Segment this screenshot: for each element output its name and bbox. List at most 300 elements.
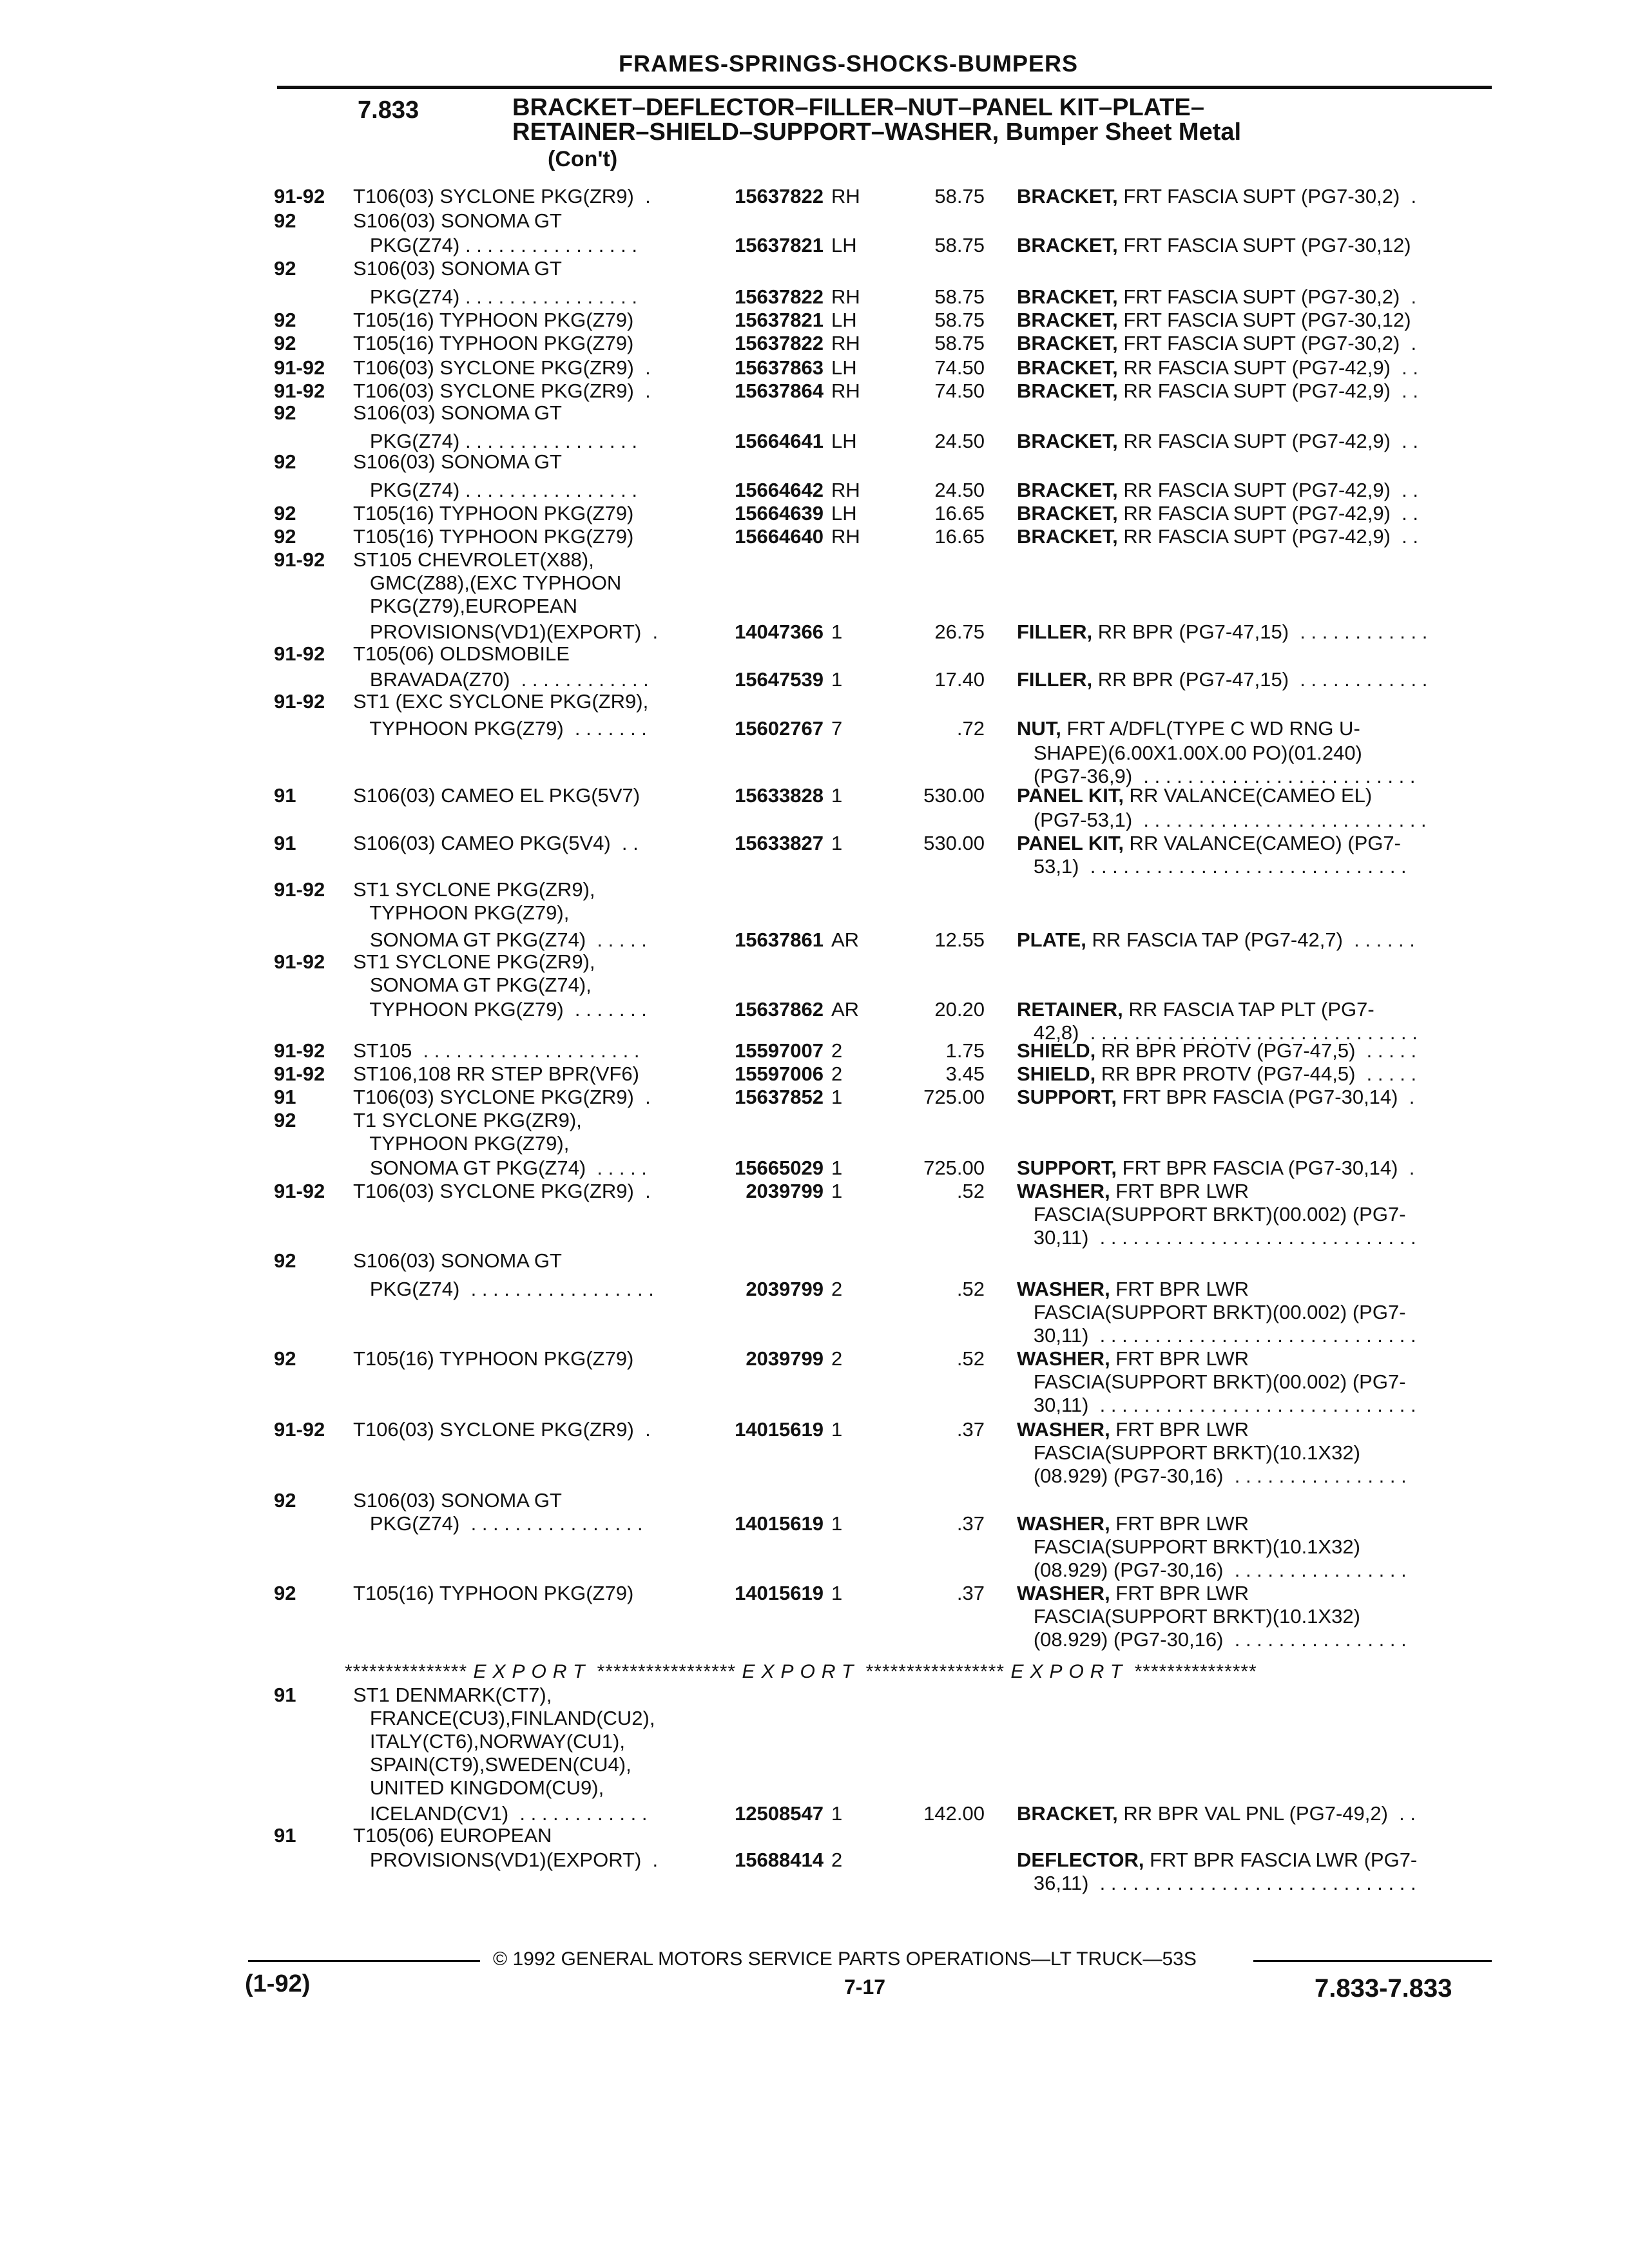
model-description: S106(03) SONOMA GT	[353, 401, 562, 424]
part-description	[1017, 1581, 1494, 1605]
part-detail: FRT FASCIA SUPT (PG7-30,2) .	[1117, 185, 1417, 207]
part-name: WASHER,	[1017, 1512, 1110, 1535]
model-description: T106(03) SYCLONE PKG(ZR9) .	[353, 356, 651, 379]
part-number: 15597007	[735, 1039, 824, 1062]
part-number: 15637852	[735, 1086, 824, 1108]
part-detail: FRT FASCIA SUPT (PG7-30,12)	[1117, 309, 1411, 331]
model-description: PKG(Z74) . . . . . . . . . . . . . . . .	[353, 1512, 643, 1535]
part-name: BRACKET,	[1017, 430, 1118, 452]
model-description: T106(03) SYCLONE PKG(ZR9) .	[353, 1086, 651, 1108]
price: .72	[956, 717, 985, 740]
part-description	[1017, 1062, 1494, 1086]
model-description: TYPHOON PKG(Z79) . . . . . . .	[353, 998, 647, 1021]
model-year: 91-92	[274, 356, 325, 379]
quantity: 1	[831, 784, 843, 807]
price: 3.45	[945, 1062, 985, 1085]
part-detail: FRT A/DFL(TYPE C WD RNG U-	[1061, 717, 1360, 740]
model-description: SONOMA GT PKG(Z74) . . . . .	[353, 1157, 647, 1179]
part-description	[1017, 233, 1494, 257]
part-detail: RR FASCIA SUPT (PG7-42,9) . .	[1117, 479, 1419, 501]
quantity: 1	[831, 1418, 843, 1441]
model-year: 92	[274, 450, 296, 473]
part-name: BRACKET,	[1017, 1802, 1118, 1825]
part-number: 15664640	[735, 525, 824, 548]
model-year: 92	[274, 1249, 296, 1272]
model-year: 91	[274, 1684, 296, 1706]
part-number: 15633827	[735, 832, 824, 854]
export-stars: *****************	[597, 1661, 737, 1682]
part-description	[1017, 854, 1494, 878]
part-number: 15637863	[735, 356, 824, 379]
model-year: 91-92	[274, 1418, 325, 1441]
part-description	[1017, 1202, 1494, 1226]
model-year: 92	[274, 209, 296, 232]
price: 58.75	[934, 332, 985, 354]
part-description	[1017, 478, 1494, 502]
part-detail: FASCIA(SUPPORT BRKT)(00.002) (PG7-	[1017, 1203, 1406, 1225]
price: .52	[956, 1278, 985, 1300]
part-number: 15597006	[735, 1062, 824, 1085]
part-name: SHIELD,	[1017, 1039, 1096, 1062]
part-number: 15647539	[735, 668, 824, 691]
part-name: BRACKET,	[1017, 356, 1118, 379]
part-description	[1017, 1558, 1494, 1582]
part-number: 14015619	[735, 1582, 824, 1604]
part-name: DEFLECTOR,	[1017, 1849, 1144, 1871]
part-description	[1017, 308, 1494, 332]
part-detail: RR FASCIA TAP PLT (PG7-	[1123, 998, 1374, 1021]
part-description	[1017, 1300, 1494, 1324]
part-description	[1017, 1871, 1494, 1895]
part-name: WASHER,	[1017, 1582, 1110, 1604]
price: 530.00	[923, 784, 985, 807]
quantity: LH	[831, 502, 857, 524]
part-description	[1017, 524, 1494, 548]
model-year: 92	[274, 1109, 296, 1131]
part-name: SHIELD,	[1017, 1062, 1096, 1085]
price: 58.75	[934, 234, 985, 256]
part-description	[1017, 501, 1494, 525]
model-description: PKG(Z74) . . . . . . . . . . . . . . . .	[353, 479, 637, 501]
part-name: BRACKET,	[1017, 502, 1118, 524]
part-description	[1017, 1628, 1494, 1651]
part-description	[1017, 1535, 1494, 1559]
model-description: S106(03) SONOMA GT	[353, 257, 562, 280]
part-description	[1017, 716, 1494, 740]
model-description: PROVISIONS(VD1)(EXPORT) .	[353, 1849, 659, 1871]
price: 20.20	[934, 998, 985, 1021]
quantity: 7	[831, 717, 843, 740]
part-number: 15664642	[735, 479, 824, 501]
quantity: RH	[831, 185, 860, 207]
part-name: BRACKET,	[1017, 234, 1118, 256]
part-description	[1017, 1085, 1494, 1109]
part-number: 2039799	[746, 1347, 824, 1370]
part-number: 15633828	[735, 784, 824, 807]
part-description	[1017, 1802, 1494, 1825]
header-rule	[277, 86, 1492, 89]
part-detail: RR FASCIA SUPT (PG7-42,9) . .	[1117, 430, 1419, 452]
section-number: 7.833	[358, 97, 419, 124]
quantity: LH	[831, 309, 857, 331]
model-year: 92	[274, 1489, 296, 1512]
part-number: 2039799	[746, 1180, 824, 1202]
model-description: S106(03) CAMEO EL PKG(5V7)	[353, 784, 641, 807]
price: .37	[956, 1512, 985, 1535]
part-number: 15637822	[735, 285, 824, 308]
part-number: 15637822	[735, 332, 824, 354]
model-description: BRAVADA(Z70) . . . . . . . . . . . .	[353, 668, 649, 691]
model-description: T1 SYCLONE PKG(ZR9),	[353, 1109, 582, 1131]
price: .37	[956, 1418, 985, 1441]
part-detail: (PG7-36,9) . . . . . . . . . . . . . . . . . . . . . . . . .	[1017, 765, 1416, 787]
price: 16.65	[934, 525, 985, 548]
part-description	[1017, 668, 1494, 691]
model-year: 91-92	[274, 1062, 325, 1085]
part-detail: RR BPR PROTV (PG7-47,5) . . . . .	[1095, 1039, 1417, 1062]
model-year: 91-92	[274, 642, 325, 665]
quantity: RH	[831, 332, 860, 354]
model-description: PKG(Z74) . . . . . . . . . . . . . . . . .	[353, 1278, 654, 1300]
part-detail: FASCIA(SUPPORT BRKT)(00.002) (PG7-	[1017, 1370, 1406, 1393]
part-description	[1017, 1604, 1494, 1628]
part-number: 15665029	[735, 1157, 824, 1179]
model-year: 92	[274, 332, 296, 354]
model-description: T105(16) TYPHOON PKG(Z79)	[353, 1347, 634, 1370]
part-description	[1017, 1848, 1494, 1872]
part-detail: (08.929) (PG7-30,16) . . . . . . . . . . . . . . . .	[1017, 1465, 1407, 1487]
model-year: 92	[274, 1347, 296, 1370]
model-description: PKG(Z74) . . . . . . . . . . . . . . . .	[353, 430, 637, 452]
part-detail: RR BPR (PG7-47,15) . . . . . . . . . . . .	[1092, 620, 1428, 643]
continued-label: (Con't)	[548, 147, 618, 171]
part-description	[1017, 356, 1494, 380]
part-description	[1017, 184, 1494, 208]
model-description: ST1 DENMARK(CT7),	[353, 1684, 552, 1706]
part-detail: FRT BPR LWR	[1110, 1180, 1249, 1202]
section-title-line2-main: RETAINER–SHIELD–SUPPORT–WASHER,	[512, 119, 999, 146]
part-description	[1017, 1156, 1494, 1180]
price: .52	[956, 1180, 985, 1202]
part-detail: FRT BPR LWR	[1110, 1347, 1249, 1370]
price: 58.75	[934, 185, 985, 207]
part-detail: FRT BPR LWR	[1110, 1418, 1249, 1441]
model-description: TYPHOON PKG(Z79) . . . . . . .	[353, 717, 647, 740]
part-detail: RR BPR VAL PNL (PG7-49,2) . .	[1117, 1802, 1416, 1825]
quantity: LH	[831, 430, 857, 452]
quantity: RH	[831, 285, 860, 308]
part-detail: RR FASCIA SUPT (PG7-42,9) . .	[1117, 380, 1419, 402]
model-year: 92	[274, 1582, 296, 1604]
quantity: 2	[831, 1849, 843, 1871]
part-number: 15637864	[735, 380, 824, 402]
part-detail: SHAPE)(6.00X1.00X.00 PO)(01.240)	[1017, 742, 1362, 764]
model-description: FRANCE(CU3),FINLAND(CU2),	[353, 1707, 655, 1729]
part-name: BRACKET,	[1017, 380, 1118, 402]
model-description: T105(06) EUROPEAN	[353, 1824, 552, 1847]
part-description	[1017, 620, 1494, 644]
footer-rule-right	[1253, 1960, 1492, 1962]
part-name: FILLER,	[1017, 668, 1093, 691]
part-name: PANEL KIT,	[1017, 832, 1124, 854]
part-detail: RR FASCIA TAP (PG7-42,7) . . . . . .	[1086, 928, 1415, 951]
part-detail: 42,8) . . . . . . . . . . . . . . . . . . . . . . . . . . . . . .	[1017, 1021, 1418, 1044]
price: 24.50	[934, 479, 985, 501]
model-description: PROVISIONS(VD1)(EXPORT) .	[353, 620, 659, 643]
model-description: UNITED KINGDOM(CU9),	[353, 1776, 604, 1799]
part-name: BRACKET,	[1017, 185, 1118, 207]
quantity: 2	[831, 1062, 843, 1085]
model-description: T105(16) TYPHOON PKG(Z79)	[353, 502, 634, 524]
part-name: SUPPORT,	[1017, 1157, 1117, 1179]
model-description: S106(03) SONOMA GT	[353, 1249, 562, 1272]
price: 24.50	[934, 430, 985, 452]
model-description: T106(03) SYCLONE PKG(ZR9) .	[353, 380, 651, 402]
price: 17.40	[934, 668, 985, 691]
quantity: RH	[831, 525, 860, 548]
price: 12.55	[934, 928, 985, 951]
section-title-suffix: Bumper Sheet Metal	[999, 119, 1242, 146]
quantity: RH	[831, 479, 860, 501]
part-detail: 36,11) . . . . . . . . . . . . . . . . . . . . . . . . . . . . .	[1017, 1872, 1416, 1894]
price: 1.75	[945, 1039, 985, 1062]
model-year: 91	[274, 1086, 296, 1108]
part-number: 15637862	[735, 998, 824, 1021]
part-description	[1017, 808, 1494, 832]
model-description: ST1 SYCLONE PKG(ZR9),	[353, 878, 595, 901]
model-description: SPAIN(CT9),SWEDEN(CU4),	[353, 1753, 631, 1776]
part-number: 14015619	[735, 1512, 824, 1535]
export-separator	[345, 1661, 1257, 1683]
part-detail: 30,11) . . . . . . . . . . . . . . . . . . . . . . . . . . . . .	[1017, 1394, 1416, 1416]
part-description	[1017, 1347, 1494, 1370]
footer-copyright: © 1992 GENERAL MOTORS SERVICE PARTS OPERATIONS—LT TRUCK—53S	[493, 1948, 1197, 1970]
export-stars: ***************	[345, 1661, 468, 1682]
part-detail: FRT BPR FASCIA LWR (PG7-	[1144, 1849, 1418, 1871]
part-detail: FRT FASCIA SUPT (PG7-30,12)	[1117, 234, 1411, 256]
part-description	[1017, 1393, 1494, 1417]
price: 74.50	[934, 356, 985, 379]
part-description	[1017, 285, 1494, 309]
model-description: ICELAND(CV1) . . . . . . . . . . . .	[353, 1802, 648, 1825]
model-year: 92	[274, 502, 296, 524]
model-description: T105(16) TYPHOON PKG(Z79)	[353, 309, 634, 331]
part-number: 15637821	[735, 309, 824, 331]
model-description: S106(03) SONOMA GT	[353, 209, 562, 232]
part-description	[1017, 379, 1494, 403]
quantity: 1	[831, 620, 843, 643]
model-description: T105(16) TYPHOON PKG(Z79)	[353, 525, 634, 548]
model-description: S106(03) SONOMA GT	[353, 450, 562, 473]
export-label: EXPORT	[742, 1661, 860, 1682]
part-description	[1017, 831, 1494, 855]
part-number: 15637822	[735, 185, 824, 207]
price: 58.75	[934, 285, 985, 308]
part-number: 14047366	[735, 620, 824, 643]
price: 530.00	[923, 832, 985, 854]
part-detail: FRT BPR FASCIA (PG7-30,14) .	[1117, 1086, 1415, 1108]
model-description: SONOMA GT PKG(Z74) . . . . .	[353, 928, 647, 951]
part-name: NUT,	[1017, 717, 1061, 740]
model-year: 91-92	[274, 1180, 325, 1202]
footer-rule-left	[248, 1960, 480, 1962]
model-description: TYPHOON PKG(Z79),	[353, 1132, 570, 1155]
model-description: PKG(Z79),EUROPEAN	[353, 595, 577, 617]
section-title-line2	[512, 120, 1518, 144]
part-name: FILLER,	[1017, 620, 1093, 643]
footer-section-ref: 7.833-7.833	[1315, 1974, 1452, 2003]
footer-date: (1-92)	[245, 1970, 311, 1997]
model-description: ITALY(CT6),NORWAY(CU1),	[353, 1730, 625, 1753]
part-number: 15664641	[735, 430, 824, 452]
model-year: 92	[274, 525, 296, 548]
part-description	[1017, 1323, 1494, 1347]
part-number: 15637861	[735, 928, 824, 951]
part-description	[1017, 741, 1494, 765]
quantity: 1	[831, 1512, 843, 1535]
quantity: 2	[831, 1039, 843, 1062]
part-detail: FRT BPR FASCIA (PG7-30,14) .	[1117, 1157, 1415, 1179]
model-description: ST105 . . . . . . . . . . . . . . . . . . . .	[353, 1039, 640, 1062]
section-title-line1: BRACKET–DEFLECTOR–FILLER–NUT–PANEL KIT–PLATE–	[512, 94, 1204, 121]
price: 26.75	[934, 620, 985, 643]
quantity: AR	[831, 928, 860, 951]
model-year: 91	[274, 784, 296, 807]
part-description	[1017, 429, 1494, 453]
part-description	[1017, 783, 1494, 807]
quantity: 2	[831, 1347, 843, 1370]
model-year: 91-92	[274, 548, 325, 571]
model-description: T105(06) OLDSMOBILE	[353, 642, 570, 665]
part-description	[1017, 928, 1494, 952]
part-detail: FASCIA(SUPPORT BRKT)(10.1X32)	[1017, 1605, 1360, 1628]
quantity: 1	[831, 1582, 843, 1604]
part-detail: FRT BPR LWR	[1110, 1582, 1249, 1604]
part-description	[1017, 1370, 1494, 1394]
price: .52	[956, 1347, 985, 1370]
model-year: 91-92	[274, 950, 325, 973]
part-detail: (08.929) (PG7-30,16) . . . . . . . . . . . . . . . .	[1017, 1559, 1407, 1581]
footer-page-number: 7-17	[844, 1975, 886, 1999]
quantity: AR	[831, 998, 860, 1021]
part-detail: FRT FASCIA SUPT (PG7-30,2) .	[1117, 332, 1417, 354]
model-description: T106(03) SYCLONE PKG(ZR9) .	[353, 1180, 651, 1202]
price: 725.00	[923, 1086, 985, 1108]
model-description: SONOMA GT PKG(Z74),	[353, 974, 592, 996]
part-description	[1017, 331, 1494, 355]
export-label: EXPORT	[1010, 1661, 1129, 1682]
part-name: BRACKET,	[1017, 309, 1118, 331]
model-description: TYPHOON PKG(Z79),	[353, 901, 570, 924]
part-name: PANEL KIT,	[1017, 784, 1124, 807]
price: 74.50	[934, 380, 985, 402]
part-number: 14015619	[735, 1418, 824, 1441]
model-description: GMC(Z88),(EXC TYPHOON	[353, 572, 622, 594]
part-detail: RR BPR (PG7-47,15) . . . . . . . . . . . .	[1092, 668, 1428, 691]
part-detail: FASCIA(SUPPORT BRKT)(10.1X32)	[1017, 1535, 1360, 1558]
part-detail: FRT BPR LWR	[1110, 1278, 1249, 1300]
model-description: S106(03) CAMEO PKG(5V4) . .	[353, 832, 639, 854]
part-description	[1017, 1039, 1494, 1062]
model-description: T106(03) SYCLONE PKG(ZR9) .	[353, 1418, 651, 1441]
part-number: 15602767	[735, 717, 824, 740]
model-year: 91-92	[274, 690, 325, 713]
part-detail: (08.929) (PG7-30,16) . . . . . . . . . . . . . . . .	[1017, 1628, 1407, 1651]
model-description: T105(16) TYPHOON PKG(Z79)	[353, 1582, 634, 1604]
model-description: PKG(Z74) . . . . . . . . . . . . . . . .	[353, 234, 637, 256]
part-detail: RR VALANCE(CAMEO) (PG7-	[1123, 832, 1401, 854]
price: 725.00	[923, 1157, 985, 1179]
part-number: 15688414	[735, 1849, 824, 1871]
export-stars: ***************	[1134, 1661, 1257, 1682]
part-detail: 30,11) . . . . . . . . . . . . . . . . . . . . . . . . . . . . .	[1017, 1226, 1416, 1249]
quantity: 1	[831, 1086, 843, 1108]
model-description: ST106,108 RR STEP BPR(VF6)	[353, 1062, 639, 1085]
part-name: WASHER,	[1017, 1278, 1110, 1300]
model-description: ST1 (EXC SYCLONE PKG(ZR9),	[353, 690, 649, 713]
model-year: 91-92	[274, 1039, 325, 1062]
model-description: PKG(Z74) . . . . . . . . . . . . . . . .	[353, 285, 637, 308]
part-name: WASHER,	[1017, 1418, 1110, 1441]
model-year: 91-92	[274, 380, 325, 402]
part-description	[1017, 1225, 1494, 1249]
part-name: WASHER,	[1017, 1180, 1110, 1202]
part-name: RETAINER,	[1017, 998, 1123, 1021]
price: .37	[956, 1582, 985, 1604]
export-label: EXPORT	[473, 1661, 592, 1682]
part-detail: (PG7-53,1) . . . . . . . . . . . . . . . . . . . . . . . . . .	[1017, 809, 1427, 831]
part-name: WASHER,	[1017, 1347, 1110, 1370]
price: 142.00	[923, 1802, 985, 1825]
quantity: LH	[831, 234, 857, 256]
part-detail: RR VALANCE(CAMEO EL)	[1123, 784, 1373, 807]
part-description	[1017, 1277, 1494, 1301]
model-description: S106(03) SONOMA GT	[353, 1489, 562, 1512]
page-category-header: FRAMES-SPRINGS-SHOCKS-BUMPERS	[619, 50, 1079, 77]
part-name: SUPPORT,	[1017, 1086, 1117, 1108]
model-description: T106(03) SYCLONE PKG(ZR9) .	[353, 185, 651, 207]
part-name: BRACKET,	[1017, 479, 1118, 501]
quantity: LH	[831, 356, 857, 379]
model-description: ST1 SYCLONE PKG(ZR9),	[353, 950, 595, 973]
part-description	[1017, 997, 1494, 1021]
quantity: 2	[831, 1278, 843, 1300]
part-number: 12508547	[735, 1802, 824, 1825]
quantity: 1	[831, 1802, 843, 1825]
part-description	[1017, 1512, 1494, 1535]
part-detail: FRT FASCIA SUPT (PG7-30,2) .	[1117, 285, 1417, 308]
part-name: BRACKET,	[1017, 285, 1118, 308]
quantity: RH	[831, 380, 860, 402]
price: 16.65	[934, 502, 985, 524]
model-year: 91-92	[274, 185, 325, 207]
part-detail: RR FASCIA SUPT (PG7-42,9) . .	[1117, 525, 1419, 548]
part-number: 15637821	[735, 234, 824, 256]
model-year: 92	[274, 309, 296, 331]
model-year: 91	[274, 1824, 296, 1847]
part-number: 15664639	[735, 502, 824, 524]
part-name: BRACKET,	[1017, 332, 1118, 354]
part-detail: RR BPR PROTV (PG7-44,5) . . . . .	[1095, 1062, 1417, 1085]
model-year: 91-92	[274, 878, 325, 901]
part-detail: RR FASCIA SUPT (PG7-42,9) . .	[1117, 502, 1419, 524]
part-description	[1017, 1464, 1494, 1488]
model-year: 91	[274, 832, 296, 854]
part-detail: FRT BPR LWR	[1110, 1512, 1249, 1535]
part-detail: 30,11) . . . . . . . . . . . . . . . . . . . . . . . . . . . . .	[1017, 1324, 1416, 1347]
part-description	[1017, 1179, 1494, 1203]
part-description	[1017, 1418, 1494, 1441]
